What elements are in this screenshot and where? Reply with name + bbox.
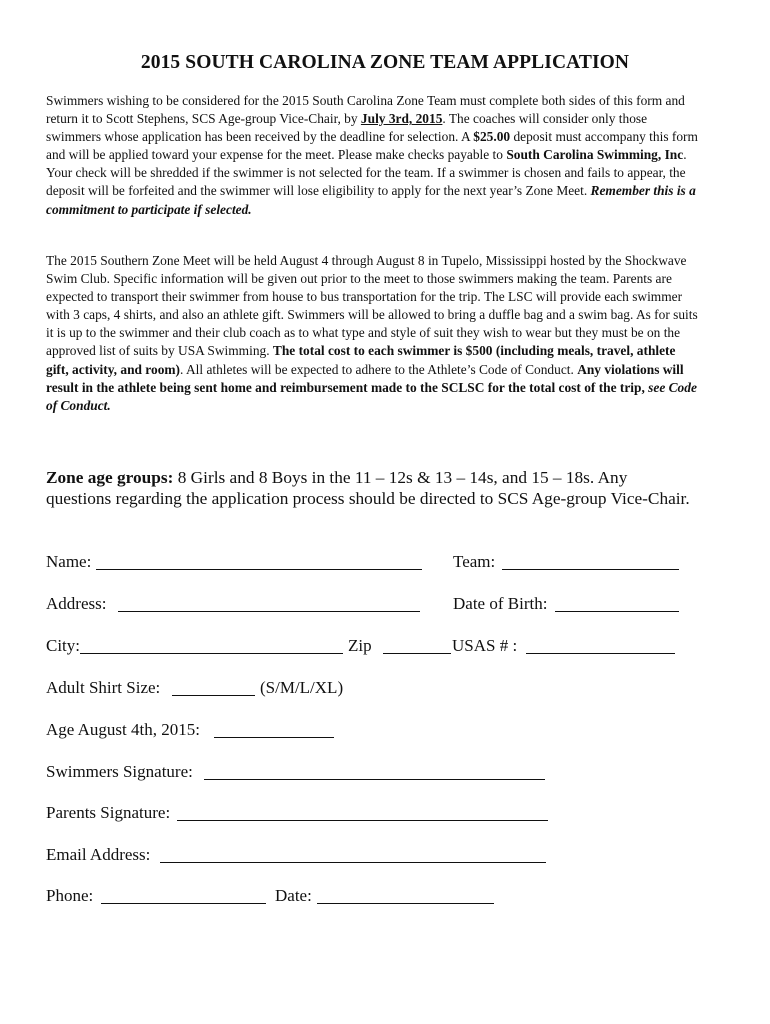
city-label: City: (46, 636, 81, 655)
team-field[interactable] (502, 569, 679, 570)
total-cost: The total cost to each swimmer is $500 (including meals, travel, athlete gift, activity, and room) (46, 343, 676, 377)
city-field[interactable] (80, 653, 343, 654)
address-field[interactable] (118, 611, 420, 612)
usas-label: USAS # : (452, 636, 518, 655)
address-label: Address: (46, 594, 107, 613)
intro-text-3: deposit must accompany this form and will be applied toward your expense for the meet. Please make checks payable to (46, 129, 698, 163)
dob-label: Date of Birth: (453, 594, 548, 613)
name-label: Name: (46, 552, 92, 571)
phone-field[interactable] (101, 903, 266, 904)
deposit-amount: $25.00 (473, 129, 511, 145)
commitment-note: Remember this is a commitment to participate if selected. (46, 183, 696, 217)
zone-label: Zone age groups: (46, 468, 174, 487)
intro-text-2: . The coaches will consider only those swimmers whose application has been received by the deadline for selection. A (46, 111, 648, 145)
age-label: Age August 4th, 2015: (46, 720, 200, 739)
email-field[interactable] (160, 862, 546, 863)
swimmer-signature-label: Swimmers Signature: (46, 762, 193, 781)
intro-text-4: . Your check will be shredded if the swimmer is not selected for the team. If a swimmer is chosen and fails to appear, the deposit will be forfeited and the swimmer will lose eligibility to apply for the next year’s Zone Meet. (46, 147, 687, 199)
intro-paragraph (46, 92, 700, 219)
shirt-size-field[interactable] (172, 695, 255, 696)
swimmer-signature-field[interactable] (204, 779, 545, 780)
violations-note: Any violations will result in the athlete being sent home and reimbursement made to the SCLSC for the total cost of the trip, (46, 361, 684, 395)
parent-signature-field[interactable] (177, 820, 548, 821)
usas-field[interactable] (526, 653, 675, 654)
meet-paragraph (46, 252, 700, 415)
date-field[interactable] (317, 903, 494, 904)
check-payee: South Carolina Swimming, Inc (506, 147, 684, 163)
see-code-of-conduct: see Code of Conduct. (46, 379, 697, 413)
phone-label: Phone: (46, 886, 94, 905)
date-label: Date: (275, 886, 312, 905)
deadline-date: July 3rd, 2015 (360, 111, 443, 127)
zip-label: Zip (348, 636, 372, 655)
meet-text-2: . All athletes will be expected to adhere to the Athlete’s Code of Conduct. (180, 361, 578, 377)
zip-field[interactable] (383, 653, 451, 654)
team-label: Team: (453, 552, 496, 571)
email-label: Email Address: (46, 845, 151, 864)
page-title: 2015 SOUTH CAROLINA ZONE TEAM APPLICATION (140, 52, 630, 73)
dob-field[interactable] (555, 611, 679, 612)
meet-text-1: The 2015 Southern Zone Meet will be held August 4 through August 8 in Tupelo, Mississippi hosted by the Shockwave Swim Club. Specific information will be given out prior to the meet to those swimmers making the team. Parents are expected to transport their swimmer from house to bus transportation for the trip. The LSC will provide each swimmer with 3 caps, 4 shirts, and also an athlete gift. Swimmers will be allowed to bring a duffle bag and a swim bag. As for suits it is up to the swimmer and their club coach as to what type and style of suit they wish to wear but they must be on the approved list of suits by USA Swimming. (46, 253, 698, 359)
shirt-size-label: Adult Shirt Size: (46, 678, 161, 697)
parent-signature-label: Parents Signature: (46, 803, 171, 822)
name-field[interactable] (96, 569, 422, 570)
intro-text-1: Swimmers wishing to be considered for the 2015 South Carolina Zone Team must complete both sides of this form and return it to Scott Stephens, SCS Age-group Vice-Chair, by (46, 93, 685, 127)
shirt-size-options: (S/M/L/XL) (260, 678, 344, 697)
zone-text: 8 Girls and 8 Boys in the 11 – 12s & 13 – 14s, and 15 – 18s. Any questions regarding the application process should be directed to SCS Age-group Vice-Chair. (46, 468, 690, 508)
zone-age-groups (46, 467, 696, 509)
age-field[interactable] (214, 737, 334, 738)
